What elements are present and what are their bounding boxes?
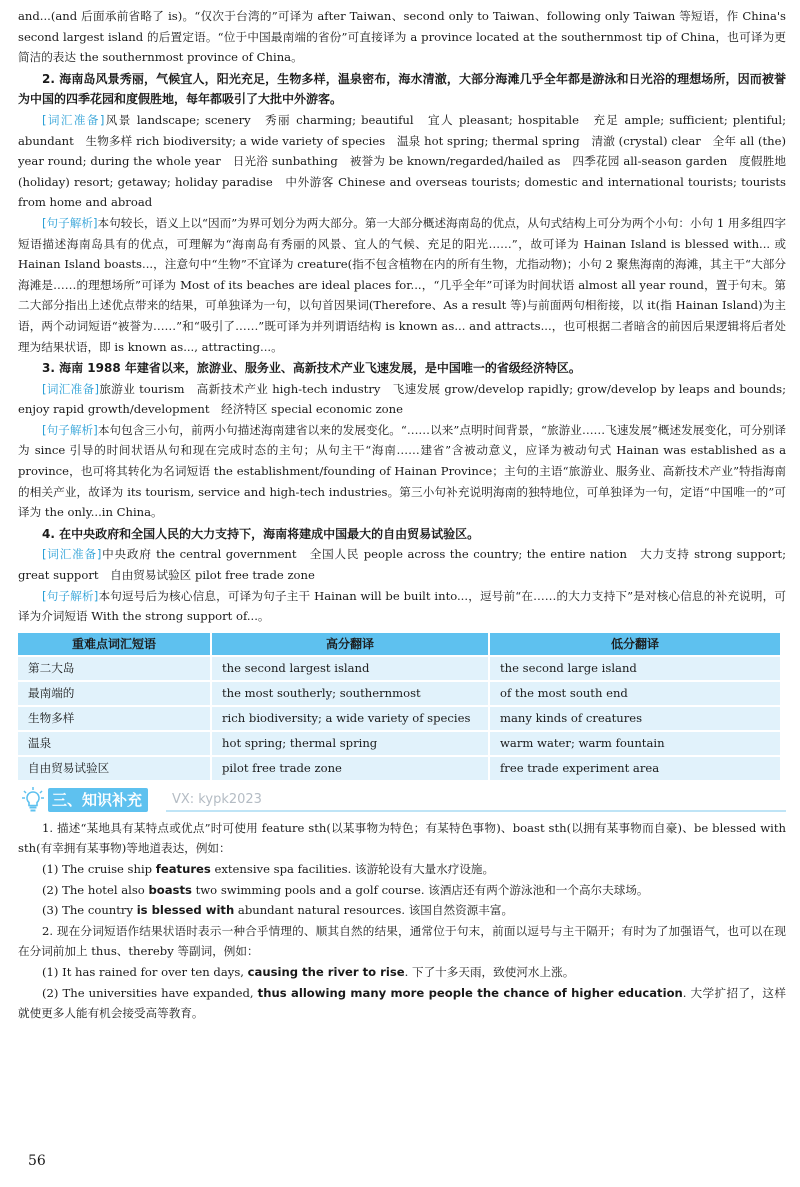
section-divider <box>166 810 786 812</box>
intro-paragraph: and...(and 后面承前省略了 is)。“仅次于台湾的”可译为 after Taiwan、second only to Taiwan、following only Taiwan 等短语，作 China's second largest island 的后置定语。“位于中国最南端的省份”可直接译为 a province located at the southernmost tip of China，也可译为更简洁的表达 the southernmost province of China。 <box>18 9 786 65</box>
table-cell: the most southerly; southernmost <box>212 682 488 705</box>
example-sentence <box>18 962 786 983</box>
table-row <box>18 682 780 705</box>
example-text: (2) The hotel also <box>42 882 149 897</box>
example-sentence <box>18 859 786 880</box>
item-2-heading: 2. 海南岛风景秀丽，气候宜人，阳光充足，生物多样，温泉密布，海水清澈，大部分海滩几乎全年都是游泳和日光浴的理想场所，因而被誉为中国的四季花园和度假胜地，每年都吸引了大批中外游客。 <box>18 71 786 107</box>
table-cell: pilot free trade zone <box>212 757 488 780</box>
table-row <box>18 657 780 680</box>
item-3-analysis <box>18 420 786 523</box>
supplement-paragraph-2: 2. 现在分词短语作结果状语时表示一种合乎情理的、顺其自然的结果，通常位于句末，前面以逗号与主干隔开；有时为了加强语气，也可以在现在分词前加上 thus、thereby 等副词，例如： <box>18 923 786 959</box>
example-sentence <box>18 983 786 1024</box>
table-cell: free trade experiment area <box>490 757 780 780</box>
analysis-tag: [句子解析] <box>42 215 98 230</box>
vocab-text: 风景 landscape; scenery 秀丽 charming; beautiful 宜人 pleasant; hospitable 充足 ample; sufficient; plentiful; abundant 生物多样 rich biodiversity; a wide variety of species 温泉 hot spring; thermal spring 清澈 (crystal) clear 全年 all (the) year round; during the whole year 日光浴 sunbathing 被誉为 be known/regarded/hailed as 四季花园 all-season garden 度假胜地(holiday) resort; getaway; holiday paradise 中外游客 Chinese and overseas tourists; domestic and international tourists; tourists from home and abroad <box>18 112 786 210</box>
section-title: 三、知识补充 <box>48 788 148 812</box>
example-text: (3) The country <box>42 903 137 918</box>
example-keyword: features <box>155 862 211 876</box>
vocab-tag: [词汇准备] <box>42 112 105 127</box>
table-cell: 温泉 <box>18 732 210 755</box>
analysis-text: 本句较长，语义上以“因而”为界可划分为两大部分。第一大部分概述海南岛的优点，从句式结构上可分为两个小句：小句 1 用多组四字短语描述海南岛具有的优点，可理解为“海南岛有秀丽的风景、宜人的气候、充足的阳光……”，故可译为 Hainan Island is blessed with... 或 Hainan Island boasts...，注意句中“生物”不宜译为 creature(指不包含植物在内的所有生物，尤指动物)；小句 2 聚焦海南的海滩，其主干“大部分海滩是……的理想场所”可译为 Most of its beaches are ideal places for...，“几乎全年”可译为时间状语 almost all year round，置于句末。第二大部分指出上述优点带来的结果，可单独译为一句，以句首因果词(Therefore、As a result 等)与前面两句相衔接，以 it(指 Hainan Island)为主语，两个动词短语“被誉为……”和“吸引了……”既可译为并列谓语结构 is known as... and attracts...，也可根据二者暗含的前因后果逻辑将后者处理为结果状语，即 is known as..., attracting...。 <box>18 215 787 354</box>
item-4-vocab <box>18 544 786 585</box>
table-row <box>18 707 780 730</box>
example-text: two swimming pools and a golf course. 该酒店还有两个游泳池和一个高尔夫球场。 <box>191 882 649 897</box>
item-4-analysis <box>18 586 786 627</box>
table-cell: 生物多样 <box>18 707 210 730</box>
lightbulb-icon <box>22 787 44 813</box>
example-text: extensive spa facilities. 该游轮设有大量水疗设施。 <box>210 862 495 876</box>
vocab-text: 旅游业 tourism 高新技术产业 high-tech industry 飞速发展 grow/develop rapidly; grow/develop by leaps and bounds; enjoy rapid growth/development 经济特区 special economic zone <box>18 381 786 417</box>
table-row <box>18 732 780 755</box>
item-3-heading: 3. 海南 1988 年建省以来，旅游业、服务业、高新技术产业飞速发展，是中国唯一的省级经济特区。 <box>42 361 581 376</box>
watermark-text: VX: kypk2023 <box>172 791 262 807</box>
item-4-heading: 4. 在中央政府和全国人民的大力支持下，海南将建成中国最大的自由贸易试验区。 <box>42 526 480 541</box>
page-number: 56 <box>28 1153 46 1169</box>
vocab-text: 中央政府 the central government 全国人民 people across the country; the entire nation 大力支持 strong support; great support 自由贸易试验区 pilot free trade zone <box>18 547 787 583</box>
example-keyword: boasts <box>148 882 192 897</box>
supplement-paragraph-1: 1. 描述“某地具有某特点或优点”时可使用 feature sth(以某事物为特色；有某特色事物)、boast sth(以拥有某事物而自豪)、be blessed with sth(有幸拥有某事物)等地道表达，例如： <box>18 820 786 856</box>
table-row <box>18 757 780 780</box>
example-text: . 大学扩招了，这样就使更多人能有机会接受高等教育。 <box>18 985 786 1021</box>
item-2-vocab <box>18 110 786 213</box>
example-keyword: is blessed with <box>136 903 235 918</box>
table-header-row <box>18 633 780 655</box>
example-text: (1) The cruise ship <box>42 862 156 876</box>
table-cell: many kinds of creatures <box>490 707 780 730</box>
table-cell: of the most south end <box>490 682 780 705</box>
table-cell: 最南端的 <box>18 682 210 705</box>
analysis-tag: [句子解析] <box>42 588 99 603</box>
table-cell: 第二大岛 <box>18 657 210 680</box>
example-text: (2) The universities have expanded, <box>42 985 258 1000</box>
table-cell: the second large island <box>490 657 780 680</box>
example-text: (1) It has rained for over ten days, <box>42 964 248 979</box>
example-keyword: thus allowing many more people the chance of higher education <box>257 985 683 1000</box>
vocab-tag: [词汇准备] <box>42 547 102 562</box>
vocab-comparison-table <box>16 631 782 782</box>
table-cell: 自由贸易试验区 <box>18 757 210 780</box>
section-header <box>18 786 786 814</box>
table-cell: warm water; warm fountain <box>490 732 780 755</box>
analysis-text: 本句包含三小句，前两小句描述海南建省以来的发展变化。“……以来”点明时间背景，“旅游业……飞速发展”概述发展变化，可分别译为 since 引导的时间状语从句和现在完成时态的主句；从句主干“海南……建省”含被动意义，应译为被动句式 Hainan was established as a province，也可将其转化为名词短语 the establishment/founding of Hainan Province；主句的主语“旅游业、服务业、高新技术产业”特指海南的相关产业，故译为 its tourism, service and high-tech industries。第三小句补充说明海南的独特地位，可单独译为一句，定语“中国唯一的”可译为 the only...in China。 <box>18 422 787 520</box>
example-keyword: causing the river to rise <box>247 964 405 979</box>
table-header-cell: 重难点词汇短语 <box>18 633 210 655</box>
item-3-vocab <box>18 379 786 420</box>
page-content <box>18 6 786 1024</box>
example-text: abundant natural resources. 该国自然资源丰富。 <box>234 903 514 918</box>
table-header-cell: 低分翻译 <box>490 633 780 655</box>
analysis-text: 本句逗号后为核心信息，可译为句子主干 Hainan will be built into...，逗号前“在……的大力支持下”是对核心信息的补充说明，可译为介词短语 With the strong support of...。 <box>18 588 786 624</box>
table-cell: the second largest island <box>212 657 488 680</box>
table-header-cell: 高分翻译 <box>212 633 488 655</box>
analysis-tag: [句子解析] <box>42 422 98 437</box>
table-cell: rich biodiversity; a wide variety of species <box>212 707 488 730</box>
example-sentence <box>18 880 786 901</box>
table-cell: hot spring; thermal spring <box>212 732 488 755</box>
example-text: . 下了十多天雨，致使河水上涨。 <box>404 964 575 979</box>
example-sentence <box>18 900 786 921</box>
item-2-analysis <box>18 213 786 357</box>
vocab-tag: [词汇准备] <box>42 381 100 396</box>
